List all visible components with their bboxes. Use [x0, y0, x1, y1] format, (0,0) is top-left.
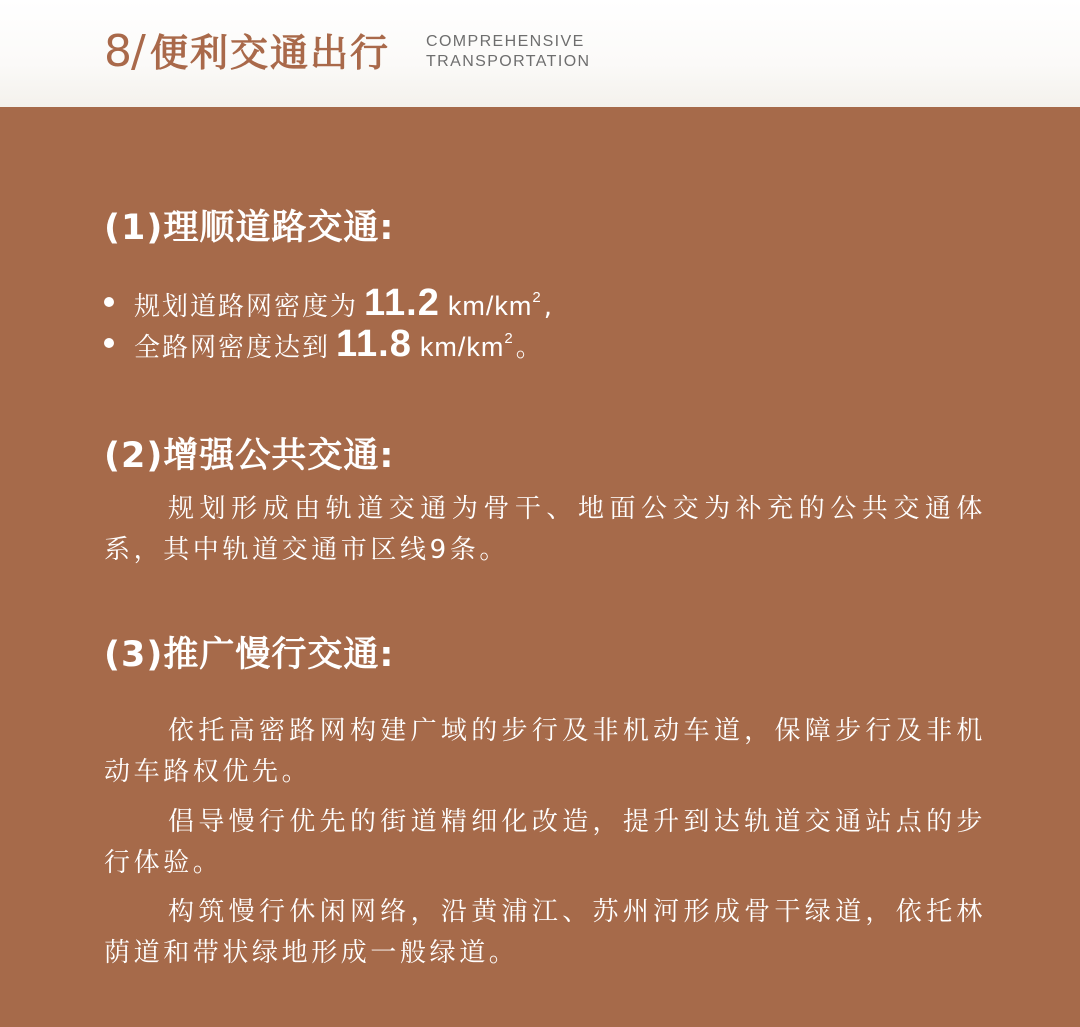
heading-slow-traffic: (3)推广慢行交通:: [104, 635, 395, 675]
section-subtitle-en: [426, 32, 591, 72]
bullet-item-planned-density: [104, 282, 552, 326]
bullet-icon: [104, 297, 114, 307]
paragraph-slow-traffic-3: 构筑慢行休闲网络，沿黄浦江、苏州河形成骨干绿道，依托林荫道和带状绿地形成一般绿道。: [104, 897, 986, 968]
bullet-text: 全路网密度达到: [134, 333, 331, 363]
bullet-text: 规划道路网密度为: [134, 292, 359, 322]
bullet-icon: [104, 338, 114, 348]
subtitle-line-2: TRANSPORTATION: [426, 53, 591, 70]
paragraph-slow-traffic-1: 依托高密路网构建广域的步行及非机动车道，保障步行及非机动车路权优先。: [104, 716, 986, 787]
density-value: 11.8: [336, 323, 412, 365]
paragraph-public-transport: 规划形成由轨道交通为骨干、地面公交为补充的公共交通体系，其中轨道交通市区线9条。: [104, 494, 986, 565]
paragraph-slow-traffic-2: 倡导慢行优先的街道精细化改造，提升到达轨道交通站点的步行体验。: [104, 807, 986, 878]
density-unit: $km/km^2$: [447, 289, 542, 321]
section-number: 8: [104, 26, 132, 77]
heading-road-traffic: (1)理顺道路交通:: [104, 208, 395, 248]
bullet-item-network-density: [104, 323, 542, 367]
section-slash: /: [131, 26, 146, 77]
density-unit: $km/km^2$: [419, 330, 514, 362]
subtitle-line-1: COMPREHENSIVE: [426, 33, 585, 50]
section-title: 便利交通出行: [150, 31, 391, 75]
section-header: [0, 0, 1080, 107]
heading-public-transport: (2)增强公共交通:: [104, 436, 395, 476]
bullet-trail-punct: 。: [515, 333, 542, 363]
bullet-trail-punct: ,: [543, 292, 552, 322]
density-value: 11.2: [364, 282, 440, 324]
